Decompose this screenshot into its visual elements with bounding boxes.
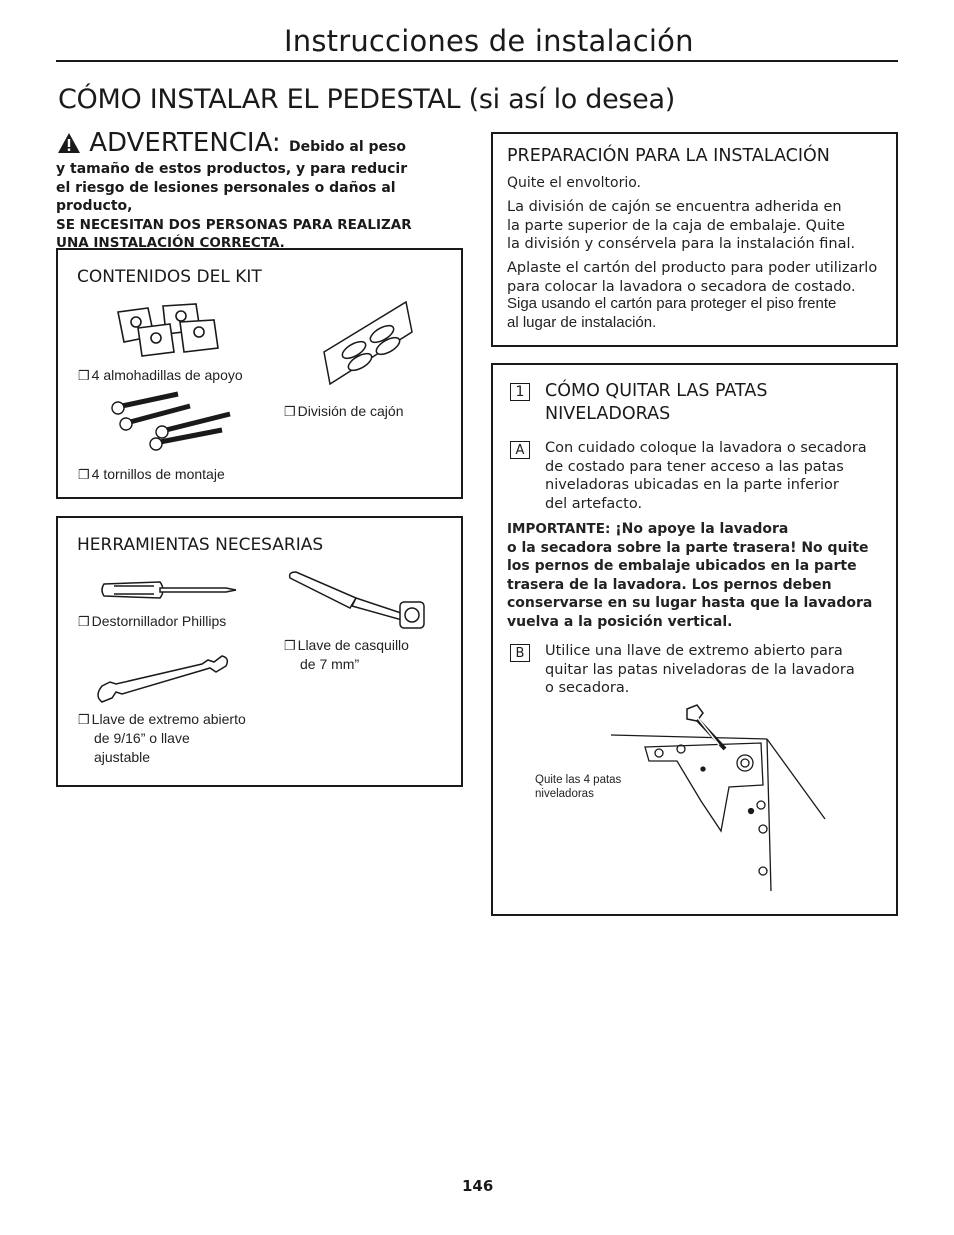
prep-line: para colocar la lavadora o secadora de costado.	[507, 278, 856, 295]
warning-lead: Debido al peso	[288, 139, 406, 155]
warning-heading	[57, 128, 406, 158]
prep-line: la división y consérvela para la instalación final.	[507, 236, 856, 252]
prep-line: Quite el envoltorio.	[507, 175, 641, 191]
checkbox-icon: ❒	[78, 368, 90, 383]
important-line: conservarse en su lugar hasta que la lavadora	[507, 595, 873, 611]
tool-label: ajustable	[94, 749, 151, 765]
prep-line: al lugar de instalación.	[507, 313, 657, 331]
kit-item-label: 4 tornillos de montaje	[91, 466, 225, 482]
step-title-line: CÓMO QUITAR LAS PATAS	[545, 381, 768, 401]
tool-phillips	[78, 612, 226, 631]
warning-line: UNA INSTALACIÓN CORRECTA.	[56, 235, 285, 251]
warning-line: y tamaño de estos productos, y para reducir	[56, 161, 408, 177]
step1-box	[491, 363, 898, 916]
kit-item-divider	[284, 402, 404, 421]
important-line: vuelva a la posición vertical.	[507, 613, 733, 630]
phillips-screwdriver-icon	[100, 578, 240, 602]
tools-box	[56, 516, 463, 787]
kit-item-label: 4 almohadillas de apoyo	[91, 367, 243, 383]
drawer-divider-icon	[320, 302, 415, 392]
tool-label: de 9/16” o llave	[94, 730, 190, 746]
kit-item-pads	[78, 366, 243, 385]
checkbox-icon: ❒	[284, 638, 296, 653]
important-line: los pernos de embalaje ubicados en la parte	[507, 558, 857, 574]
prep-line: La división de cajón se encuentra adherida en	[507, 199, 842, 215]
warning-label: ADVERTENCIA:	[89, 128, 281, 158]
caption-line: niveladoras	[535, 788, 594, 800]
important-line: trasera de la lavadora. Los pernos deben	[507, 576, 832, 593]
checkbox-icon: ❒	[78, 614, 90, 629]
substep-a-label: A	[510, 441, 530, 459]
prep-line: Aplaste el cartón del producto para poder utilizarlo	[507, 260, 878, 276]
kit-contents-box	[56, 248, 463, 499]
section-title: CÓMO INSTALAR EL PEDESTAL (si así lo desea)	[58, 84, 675, 115]
substep-line: del artefacto.	[545, 495, 643, 512]
tool-label: Llave de casquillo	[297, 637, 409, 653]
page-number: 146	[462, 1177, 494, 1195]
tools-title: HERRAMIENTAS NECESARIAS	[77, 535, 324, 555]
substep-line: niveladoras ubicadas en la parte inferior	[545, 477, 839, 493]
preparation-title: PREPARACIÓN PARA LA INSTALACIÓN	[507, 146, 830, 166]
checkbox-icon: ❒	[78, 712, 90, 727]
preparation-box	[491, 132, 898, 347]
title-divider	[56, 60, 898, 62]
substep-b-text	[545, 642, 855, 698]
support-pads-icon	[108, 302, 228, 362]
prep-paragraph	[507, 198, 855, 254]
kit-item-label: División de cajón	[297, 403, 404, 419]
checkbox-icon: ❒	[284, 404, 296, 419]
socket-wrench-icon	[286, 570, 436, 630]
substep-line: de costado para tener acceso a las patas	[545, 458, 844, 475]
prep-line: la parte superior de la caja de embalaje. Quite	[507, 217, 845, 234]
step1-title	[545, 380, 767, 426]
warning-line: el riesgo de lesiones personales o daños al producto,	[56, 179, 396, 214]
substep-line: quitar las patas niveladoras de la lavadora	[545, 661, 855, 678]
step-title-line: NIVELADORAS	[545, 404, 671, 424]
page-title: Instrucciones de instalación	[284, 24, 694, 58]
open-end-wrench-icon	[92, 656, 232, 706]
mounting-screws-icon	[102, 392, 242, 462]
important-line: o la secadora sobre la parte trasera! No quite	[507, 539, 869, 556]
warning-line: SE NECESITAN DOS PERSONAS PARA REALIZAR	[56, 216, 412, 233]
warning-triangle-icon	[57, 132, 81, 154]
important-label: IMPORTANTE:	[507, 521, 611, 537]
important-note	[507, 520, 872, 631]
prep-line: Siga usando el cartón para proteger el piso frente	[507, 295, 837, 312]
prep-paragraph	[507, 295, 836, 332]
tool-label: de 7 mm”	[300, 656, 360, 672]
substep-b-label: B	[510, 644, 530, 662]
checkbox-icon: ❒	[78, 467, 90, 482]
substep-line: Utilice una llave de extremo abierto para	[545, 643, 843, 659]
figure-caption	[535, 773, 621, 801]
substep-a-text	[545, 439, 867, 513]
tool-label: Llave de extremo abierto	[91, 711, 246, 727]
substep-line: o secadora.	[545, 680, 630, 696]
caption-line: Quite las 4 patas	[535, 774, 622, 786]
tool-open-end-wrench	[78, 710, 246, 767]
leveling-leg-removal-illustration	[611, 701, 831, 896]
important-line: ¡No apoye la lavadora	[615, 521, 789, 537]
kit-item-screws	[78, 465, 225, 484]
kit-contents-title: CONTENIDOS DEL KIT	[77, 267, 262, 287]
tool-socket-wrench	[284, 636, 409, 674]
warning-body	[56, 160, 466, 253]
tool-label: Destornillador Phillips	[91, 613, 227, 629]
substep-line: Con cuidado coloque la lavadora o secadora	[545, 440, 867, 456]
prep-paragraph	[507, 174, 641, 193]
prep-paragraph	[507, 259, 877, 296]
step-number: 1	[510, 383, 530, 401]
